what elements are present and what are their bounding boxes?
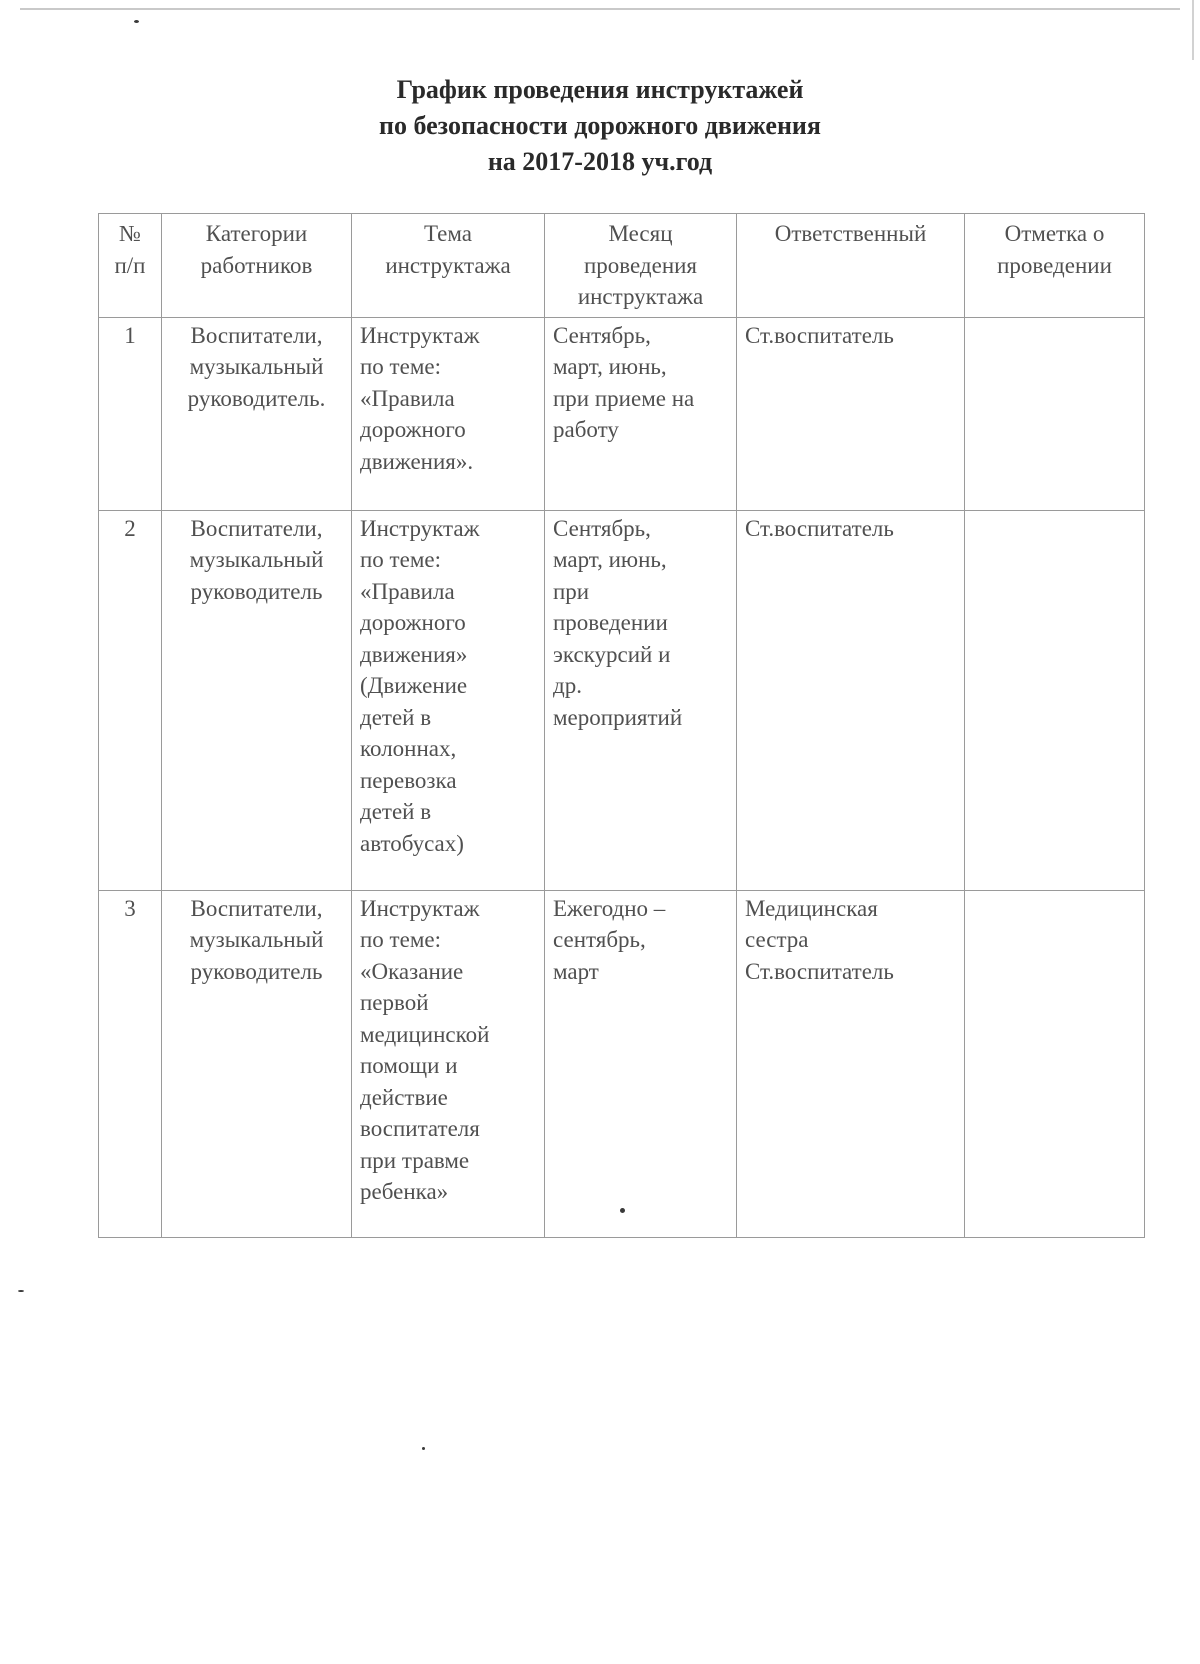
header-text: п/п [114, 252, 146, 278]
cell-text: «Оказание [360, 958, 464, 984]
cell-text: по теме: [360, 547, 441, 572]
cell-text: руководитель [190, 958, 323, 984]
cell-text: «Правила [360, 578, 455, 604]
cell-text: по теме: [360, 354, 441, 379]
cell-text: Инструктаж [360, 895, 480, 921]
cell-text: Инструктаж [360, 322, 480, 348]
cell-text: (Движение [360, 673, 468, 698]
header-text: № [119, 221, 141, 246]
header-category [162, 214, 352, 318]
header-text: проведении [997, 252, 1112, 278]
header-text: работников [200, 252, 313, 278]
header-mark [965, 214, 1145, 318]
header-text: Отметка о [1004, 221, 1105, 246]
cell-topic [352, 510, 545, 890]
cell-text: «Правила [360, 385, 455, 411]
table-row [99, 890, 1145, 1237]
cell-category [162, 510, 352, 890]
cell-text: воспитателя [360, 1116, 480, 1141]
cell-topic [352, 890, 545, 1237]
cell-text: музыкальный [189, 354, 324, 379]
cell-text: Ст.воспитатель [745, 515, 894, 541]
cell-text: экскурсий и [553, 641, 671, 667]
scan-speck [134, 20, 139, 23]
header-text: Тема [424, 221, 472, 246]
cell-month [545, 317, 737, 510]
header-text: Ответственный [774, 221, 927, 246]
cell-topic [352, 317, 545, 510]
cell-text: сентябрь, [553, 927, 646, 952]
header-text: Категории [205, 221, 308, 246]
title-line-3: на 2017-2018 уч.год [487, 147, 713, 176]
cell-text: автобусах) [360, 830, 464, 856]
cell-mark [965, 890, 1145, 1237]
header-topic [352, 214, 545, 318]
title-line-2: по безопасности дорожного движения [379, 111, 821, 140]
cell-text: Ежегодно – [553, 895, 666, 921]
cell-text: первой [360, 990, 429, 1015]
cell-text: медицинской [360, 1021, 490, 1047]
cell-responsible [737, 890, 965, 1237]
header-responsible [737, 214, 965, 318]
cell-text: детей в [360, 799, 432, 824]
cell-text: при [553, 578, 590, 604]
header-text: Месяц [608, 221, 673, 246]
cell-text: движения». [360, 448, 474, 474]
cell-text: музыкальный [189, 927, 324, 952]
cell-category [162, 317, 352, 510]
cell-text: проведении [553, 610, 668, 635]
cell-text: март, июнь, [553, 547, 667, 572]
cell-text: дорожного [360, 417, 466, 442]
cell-month [545, 890, 737, 1237]
header-month [545, 214, 737, 318]
cell-text: Инструктаж [360, 515, 480, 541]
cell-number: 2 [99, 510, 162, 890]
cell-text: колоннах, [360, 736, 457, 761]
scan-edge-top [20, 8, 1180, 10]
cell-mark [965, 317, 1145, 510]
cell-text: при приеме на [553, 385, 695, 411]
cell-text: мероприятий [553, 704, 683, 730]
cell-text: сестра [745, 927, 809, 952]
cell-text: март [553, 958, 599, 984]
cell-text: Воспитатели, [190, 322, 323, 348]
cell-text: руководитель [190, 578, 323, 604]
cell-text: движения» [360, 641, 468, 667]
scan-speck [18, 1290, 24, 1292]
cell-text: помощи и [360, 1053, 458, 1078]
table-header-row [99, 214, 1145, 318]
cell-responsible [737, 510, 965, 890]
table-row [99, 510, 1145, 890]
scan-speck [422, 1447, 425, 1450]
header-text: проведения [583, 252, 698, 278]
cell-mark [965, 510, 1145, 890]
cell-text: Сентябрь, [553, 322, 651, 348]
cell-text: детей в [360, 704, 432, 730]
cell-text: по теме: [360, 927, 441, 952]
cell-text: др. [553, 673, 582, 698]
cell-text: дорожного [360, 610, 466, 635]
cell-text: перевозка [360, 767, 457, 793]
cell-responsible [737, 317, 965, 510]
cell-text: руководитель. [187, 385, 326, 411]
cell-text: Воспитатели, [190, 895, 323, 921]
scan-edge-right [1192, 0, 1194, 60]
cell-category [162, 890, 352, 1237]
cell-text: Сентябрь, [553, 515, 651, 541]
title-line-1: График проведения инструктажей [396, 75, 804, 104]
table-row [99, 317, 1145, 510]
cell-text: при травме [360, 1147, 470, 1173]
cell-number: 1 [99, 317, 162, 510]
cell-text: Ст.воспитатель [745, 322, 894, 348]
cell-text: музыкальный [189, 547, 324, 572]
cell-text: Ст.воспитатель [745, 958, 894, 984]
header-text: инструктажа [577, 284, 704, 309]
header-text: инструктажа [385, 252, 511, 278]
cell-text: работу [553, 417, 619, 442]
cell-month [545, 510, 737, 890]
cell-number: 3 [99, 890, 162, 1237]
schedule-table [98, 213, 1145, 1238]
document-title [0, 72, 1200, 180]
cell-text: март, июнь, [553, 354, 667, 379]
header-number [99, 214, 162, 318]
cell-text: Воспитатели, [190, 515, 323, 541]
cell-text: действие [360, 1084, 448, 1110]
cell-text: ребенка» [360, 1179, 449, 1204]
cell-text: Медицинская [745, 895, 878, 921]
